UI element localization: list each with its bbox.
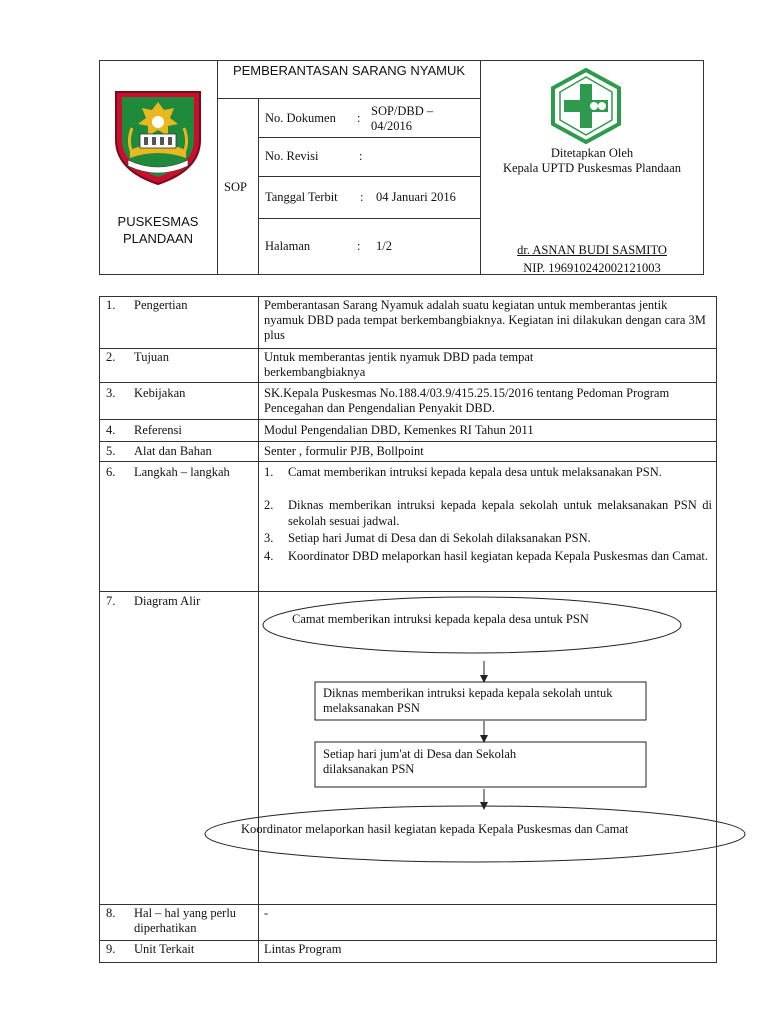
step-number: 2.	[264, 498, 274, 512]
document-title: PEMBERANTASAN SARANG NYAMUK	[232, 63, 466, 78]
field-label-halaman: Halaman	[265, 239, 311, 253]
field-value-no-dokumen: SOP/DBD – 04/2016	[371, 104, 434, 133]
flow-node-1: Camat memberikan intruksi kepada kepala desa untuk PSN	[292, 612, 589, 626]
step-text: Diknas memberikan intruksi kepada kepala sekolah untuk melaksanakan PSN di sekolah sesuai jadwal.	[288, 498, 712, 528]
section-label: Diagram Alir	[134, 594, 201, 608]
doc-type-label: SOP	[224, 180, 247, 194]
section-number: 1.	[106, 298, 116, 312]
signer-nip: NIP. 196910242002121003	[523, 261, 661, 275]
section-number: 4.	[106, 423, 116, 437]
section-number: 3.	[106, 386, 116, 400]
field-label-no-dokumen: No. Dokumen	[265, 111, 336, 125]
section-label: Hal – hal yang perlu diperhatikan	[134, 906, 237, 935]
section-number: 7.	[106, 594, 116, 608]
section-text-tujuan: Untuk memberantas jentik nyamuk DBD pada tempat berkembangbiaknya	[264, 350, 534, 379]
section-text-alat-bahan: Senter , formulir PJB, Bollpoint	[264, 444, 424, 458]
flow-node-3: Setiap hari jum'at di Desa dan Sekolah dilaksanakan PSN	[323, 747, 517, 776]
step-number: 4.	[264, 549, 274, 563]
section-number: 8.	[106, 906, 116, 920]
field-sep: :	[359, 149, 363, 163]
flow-node-4: Koordinator melaporkan hasil kegiatan kepada Kepala Puskesmas dan Camat	[241, 822, 629, 836]
field-sep: :	[357, 111, 361, 125]
section-number: 5.	[106, 444, 116, 458]
section-text-unit-terkait: Lintas Program	[264, 942, 342, 956]
field-value-tanggal-terbit: 04 Januari 2016	[376, 190, 456, 204]
step-number: 1.	[264, 465, 274, 479]
section-label: Pengertian	[134, 298, 188, 312]
flow-node-2: Diknas memberikan intruksi kepada kepala sekolah untuk melaksanakan PSN	[323, 686, 613, 715]
step-text: Koordinator DBD melaporkan hasil kegiatan kepada Kepala Puskesmas dan Camat.	[288, 549, 709, 563]
section-number: 6.	[106, 465, 116, 479]
field-label-tanggal-terbit: Tanggal Terbit	[265, 190, 338, 204]
step-number: 3.	[264, 531, 274, 545]
section-text-kebijakan: SK.Kepala Puskesmas No.188.4/03.9/415.25.15/2016 tentang Pedoman Program Pencegahan dan Pengendalian Penyakit DBD.	[264, 386, 670, 415]
approval-line-2: Kepala UPTD Puskesmas Plandaan	[502, 161, 682, 175]
field-sep: :	[360, 190, 364, 204]
section-label: Alat dan Bahan	[134, 444, 212, 458]
section-label: Kebijakan	[134, 386, 186, 400]
section-label: Unit Terkait	[134, 942, 195, 956]
section-label: Langkah – langkah	[134, 465, 230, 479]
signer-name: dr. ASNAN BUDI SASMITO	[517, 243, 667, 257]
section-text-pengertian: Pemberantasan Sarang Nyamuk adalah suatu kegiatan untuk memberantas jentik nyamuk DBD pada tempat berkembangbiaknya. Kegiatan ini dilakukan dengan cara 3M plus	[264, 298, 706, 342]
field-value-halaman: 1/2	[376, 239, 392, 253]
field-sep: :	[357, 239, 361, 253]
section-number: 2.	[106, 350, 116, 364]
org-name: PUSKESMAS PLANDAAN	[117, 214, 199, 246]
step-text: Setiap hari Jumat di Desa dan di Sekolah dilaksanakan PSN.	[288, 531, 591, 545]
section-label: Referensi	[134, 423, 182, 437]
approval-line-1: Ditetapkan Oleh	[550, 146, 634, 160]
section-label: Tujuan	[134, 350, 169, 364]
section-text-referensi: Modul Pengendalian DBD, Kemenkes RI Tahun 2011	[264, 423, 534, 437]
section-number: 9.	[106, 942, 116, 956]
field-label-no-revisi: No. Revisi	[265, 149, 319, 163]
section-text-hal-diperhatikan: -	[264, 906, 269, 920]
step-text: Camat memberikan intruksi kepada kepala desa untuk melaksanakan PSN.	[288, 465, 662, 479]
